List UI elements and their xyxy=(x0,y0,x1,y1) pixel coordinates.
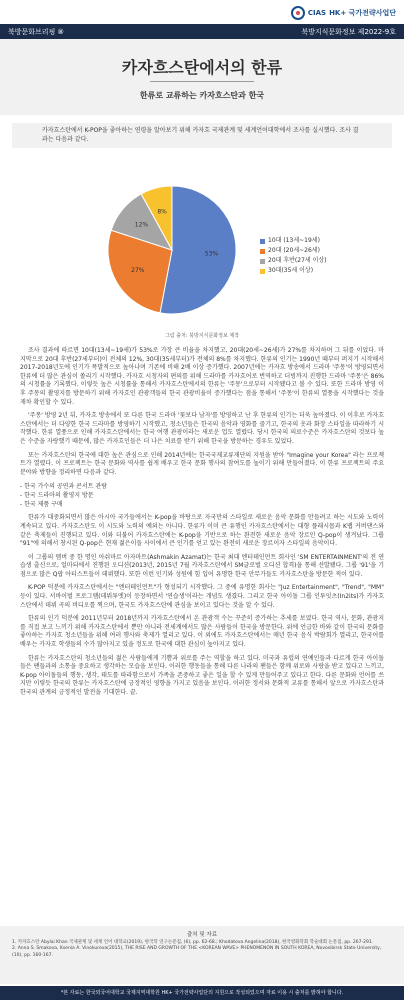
list-item: - 한국 가수의 공연과 콘서트 관람 xyxy=(20,483,108,491)
legend-item xyxy=(260,246,327,256)
legend-label: 20대 (20세~26세) xyxy=(268,247,320,254)
legend-label: 10대 (13세~19세) xyxy=(268,237,320,244)
references-title: 출처 및 자료 xyxy=(186,932,218,938)
slice-label: 12% xyxy=(134,221,149,229)
paragraph: K-POP 덕분에 카자흐스탄에서는 "엔터테인먼트"가 형성되기 시작했다. 그 중에 유명한 회사는 "Juz Entertainment", "Trend", "MM" 등이 있다. 서바이벌 프로그램(데뷔투엣)이 등장하면서 '연습생'이라는 개념도 생겼다. 그리고 한국 아이돌 그룹 인투잇츠(In2its)가 카자흐스탄에서 데뷔 곡의 비디오를 찍으며, 한국도 카자흐스탄에 관심을 보이고 있다는 것을 알 수 있다. xyxy=(20,584,384,609)
issue-label: 북방지식문화정보 제2022-9호 xyxy=(301,28,396,36)
reference-item: 2. Anna S. Smakova, Ksenia A. Vinokurova(2015), THE RISE AND GROWTH OF THE <KOREAN WAVE> PHENOMENON IN SOUTH KOREA, Novosibirsk State University, (10), pp. 160-167. xyxy=(12,946,382,958)
reference-item: 1. 카자흐스탄 Abylai Khan 국제관계 및 세계 언어 대학교(2019), 한국학 연구논문집, (6), pp. 62-68.; Khodatova Angelina(2018), 한국영화학회 학술대회 논문집, pp. 267-291. xyxy=(12,940,374,945)
slice-label: 8% xyxy=(157,208,167,216)
slice-label: 27% xyxy=(131,267,145,275)
page-title: 카자흐스탄에서의 한류 xyxy=(121,58,283,77)
chart-caption: 그림 출처: 북방지식문화정보 제작 xyxy=(164,333,240,339)
legend-label: 20대 후반(27세 이상) xyxy=(268,257,327,264)
series-label: 북방문화브리핑 ⑧ xyxy=(8,28,64,36)
article-body xyxy=(20,347,384,703)
paragraph: 조사 결과에 따르면 10대(13세~19세)가 53%로 가장 큰 비율을 차지했고, 20대(20세~26세)가 27%를 차지하며 그 뒤를 이었다. 마지막으로 20대 후반(27세부터)이 전체의 12%, 30대(35세부터)가 전체의 8%를 차지했다. 한류의 인기는 1990년 때부터 퍼지기 시작해서 2017-2018년도에 인기가 폭발적으로 높아나며 기존에 비해 2배 이상 증가했다. 2007년에는 카자흐 방송에서 드라마 '주몽'이 방영되면서 한류에 더 많은 관심이 쏠리기 시작했다. 카자흐 시청자의 편의를 위해 드라마를 카자흐어로 번역하고 더빙까지 진행한 드라마 '주몽'은 86%의 시청률을 기록했다. 이렇듯 높은 시청률을 통해서 카자흐스탄에서의 한류는 '주몽'으로부터 시작됐다고 볼 수 있다. 또한 드라마 방영 이후 주몽의 촬영지를 방문하기 위해 카자흐인 관광객들의 한국 관광비율이 증가했다는 점을 통해서 '주몽'이 한류의 열풍을 시작했다는 것을 재차 확인할 수 있다. xyxy=(20,347,384,406)
title-divider xyxy=(150,81,254,82)
logo-prefix: CIAS xyxy=(307,9,327,17)
series-band xyxy=(0,24,404,39)
legend-item xyxy=(260,266,327,276)
paragraph: 또는 카자흐스탄의 한국에 대한 높은 관심으로 인해 2014년에는 한국국제교류재단의 지원을 받아 "Imagine your Korea" 라는 프로젝트가 열렸다. 이 프로젝트는 한국 문화와 역사를 쉽게 배우고 한국 문화 행사의 참여도를 높이기 위해 만들어졌다. 이 한류 프로젝트의 주요 분야와 방향을 정리하면 다음과 같다. xyxy=(20,451,384,476)
intro-box: 카자흐스탄에서 K-POP을 좋아하는 연령을 알아보기 위해 카자흐 국제관계 및 세계언어대학에서 조사를 실시했다. 조사 결과는 다음과 같다. xyxy=(12,123,392,148)
paragraph: 한류가 대중화되면서 많은 아시아 국가들에서는 K-pop을 바탕으로 자국만의 스타일로 새로운 음악 문화를 만들려고 하는 시도와 노력이 계속되고 있다. 카자흐스탄도 이 시도와 노력의 예외는 아니다. 한류가 이미 큰 유행인 카자흐스탄에서는 대형 플래시몹과 K랩 커버댄스와 같은 축제들이 진행되고 있다. 이와 더불어 카자흐스탄에는 K-pop을 기반으로 하는 완전한 새로운 음악 장르인 Q-pop이 생겨났다. 그룹 "91"에 의해서 창시된 Q-pop은 현재 젊은이들 사이에서 큰 인기를 얻고 있는 완전히 새로운 장르이자 스타일의 음악이다. xyxy=(20,514,384,548)
pie-chart-svg xyxy=(84,170,254,330)
logo-text: HK+ 국가전략사업단 xyxy=(329,9,396,17)
list-item: - 한국 드라마의 촬영지 방문 xyxy=(20,492,94,500)
list-item: - 한국 제품 구매 xyxy=(20,501,63,509)
paragraph: 이 그룹의 멤버 중 한 명인 아쉬마르 아자마트(Ashmakin Azamat)는 한국 최대 엔터테인먼트 회사인 'SM ENTERTAINMENT'의 전 연습생 출신으로, 얼마되에서 진행된 오디션(2013년, 2015년 7월 카자흐스탄에서 SM글로벌 오디션 합격)을 통해 선발됐다. 그룹 '91'을 기점으로 많은 Q팝 아티스트들이 데뷔했다. 또한 이런 인기와 성원에 힘 입어 유명한 한국 안무가들도 카자흐스탄을 방문한 적이 있다. xyxy=(20,553,384,578)
legend-label: 30대(35세 이상) xyxy=(268,267,314,274)
paragraph: 한류의 인기 덕분에 2011년부터 2018년까지 카자흐스탄에서 온 관광객 수는 꾸준히 증가하는 추세를 보였다. 한국 역사, 문화, 관광지를 직접 보고 느끼기 위해 카자흐스탄에서 뿐만 아니라 전세계에서도 많은 사람들이 한국을 방문한다. 위에 언급한 바와 같이 한국의 문화를 좋아하는 카자흐 청소년들을 위해 여러 행사와 축제가 열리고 있다. 이 외에도 카자흐스탄에서는 매년 한국 음식 박람회가 열리고, 한국어를 배우는 카자흐 학생들의 수가 많아지고 있을 정도로 한국에 대한 관심이 높아지고 있다. xyxy=(20,615,384,649)
paragraph: '주몽' 방영 2년 뒤, 카자흐 방송에서 또 다른 한국 드라마 '꽃보다 남자'를 방영하고 난 후 한류의 인기는 더욱 높아졌다. 이 이후로 카자흐스탄에서는 더 다양한 한국 드라마를 방영하기 시작했고, 청소년들은 한국의 음악과 영화를 즐기고, 한국의 옷과 화장 스타일을 따라하기 시작했다. 한류 열풍으로 인해 카자흐스탄에서는 한국 여행 관광이라는 새로운 업도 열렸다. 당시 한국의 의료수준은 카자흐스탄의 것보다 높은 수준을 자랑했기 때문에, 많은 카자흐인들은 더 나은 치료를 받기 위해 한국을 방문하는 경우도 있었다. xyxy=(20,412,384,445)
page-subtitle: 한류로 교류하는 카자흐스탄과 한국 xyxy=(139,91,265,100)
references xyxy=(0,926,404,984)
chart-legend xyxy=(260,236,327,276)
legend-swatch xyxy=(260,249,265,254)
paragraph: 한류는 카자흐스탄의 청소년들의 젊은 사람들에게 기쁨과 위로를 주는 역할을 하고 있다. 미국과 유럽의 연예인들과 다르게 한국 아이돌들은 팬들과의 소통을 중요하고 생각하는 모습을 보인다. 이러한 행동들을 통해 다른 나라의 팬들은 함께 위로와 사랑을 받고 있다고 느끼고, K-pop 아이돌들의 행동, 생각, 태도를 따라함으로서 가족을 존중하고 좋은 일을 할 수 있게 만들어주고 있다고 한다. 다른 문화와 언어를 쓰지만 이렇듯 한국의 한류는 카자흐스탄에 긍정적인 영향을 가지고 있음을 보인다. 이러한 정서와 문화적 교류를 통해서 앞으로 카자흐스탄과 한국의 관계의 긍정적인 발전을 기대한다. 끝. xyxy=(20,654,384,696)
title-area xyxy=(0,39,404,115)
legend-swatch xyxy=(260,239,265,244)
legend-swatch xyxy=(260,259,265,264)
logo-icon xyxy=(291,6,305,20)
legend-item xyxy=(260,256,327,266)
slice-label: 53% xyxy=(204,250,219,258)
legend-item xyxy=(260,236,327,246)
legend-swatch xyxy=(260,269,265,274)
project-list xyxy=(20,482,384,509)
publisher-logo xyxy=(291,6,396,20)
pie-chart xyxy=(84,170,327,330)
footer-note: *본 자료는 한국외국어대학교 국제지역대학원 HK+ 국가전략사업단의 지원으로 작성되었으며 자료 이용 시 출처를 밝혀야 합니다. xyxy=(0,986,404,1000)
